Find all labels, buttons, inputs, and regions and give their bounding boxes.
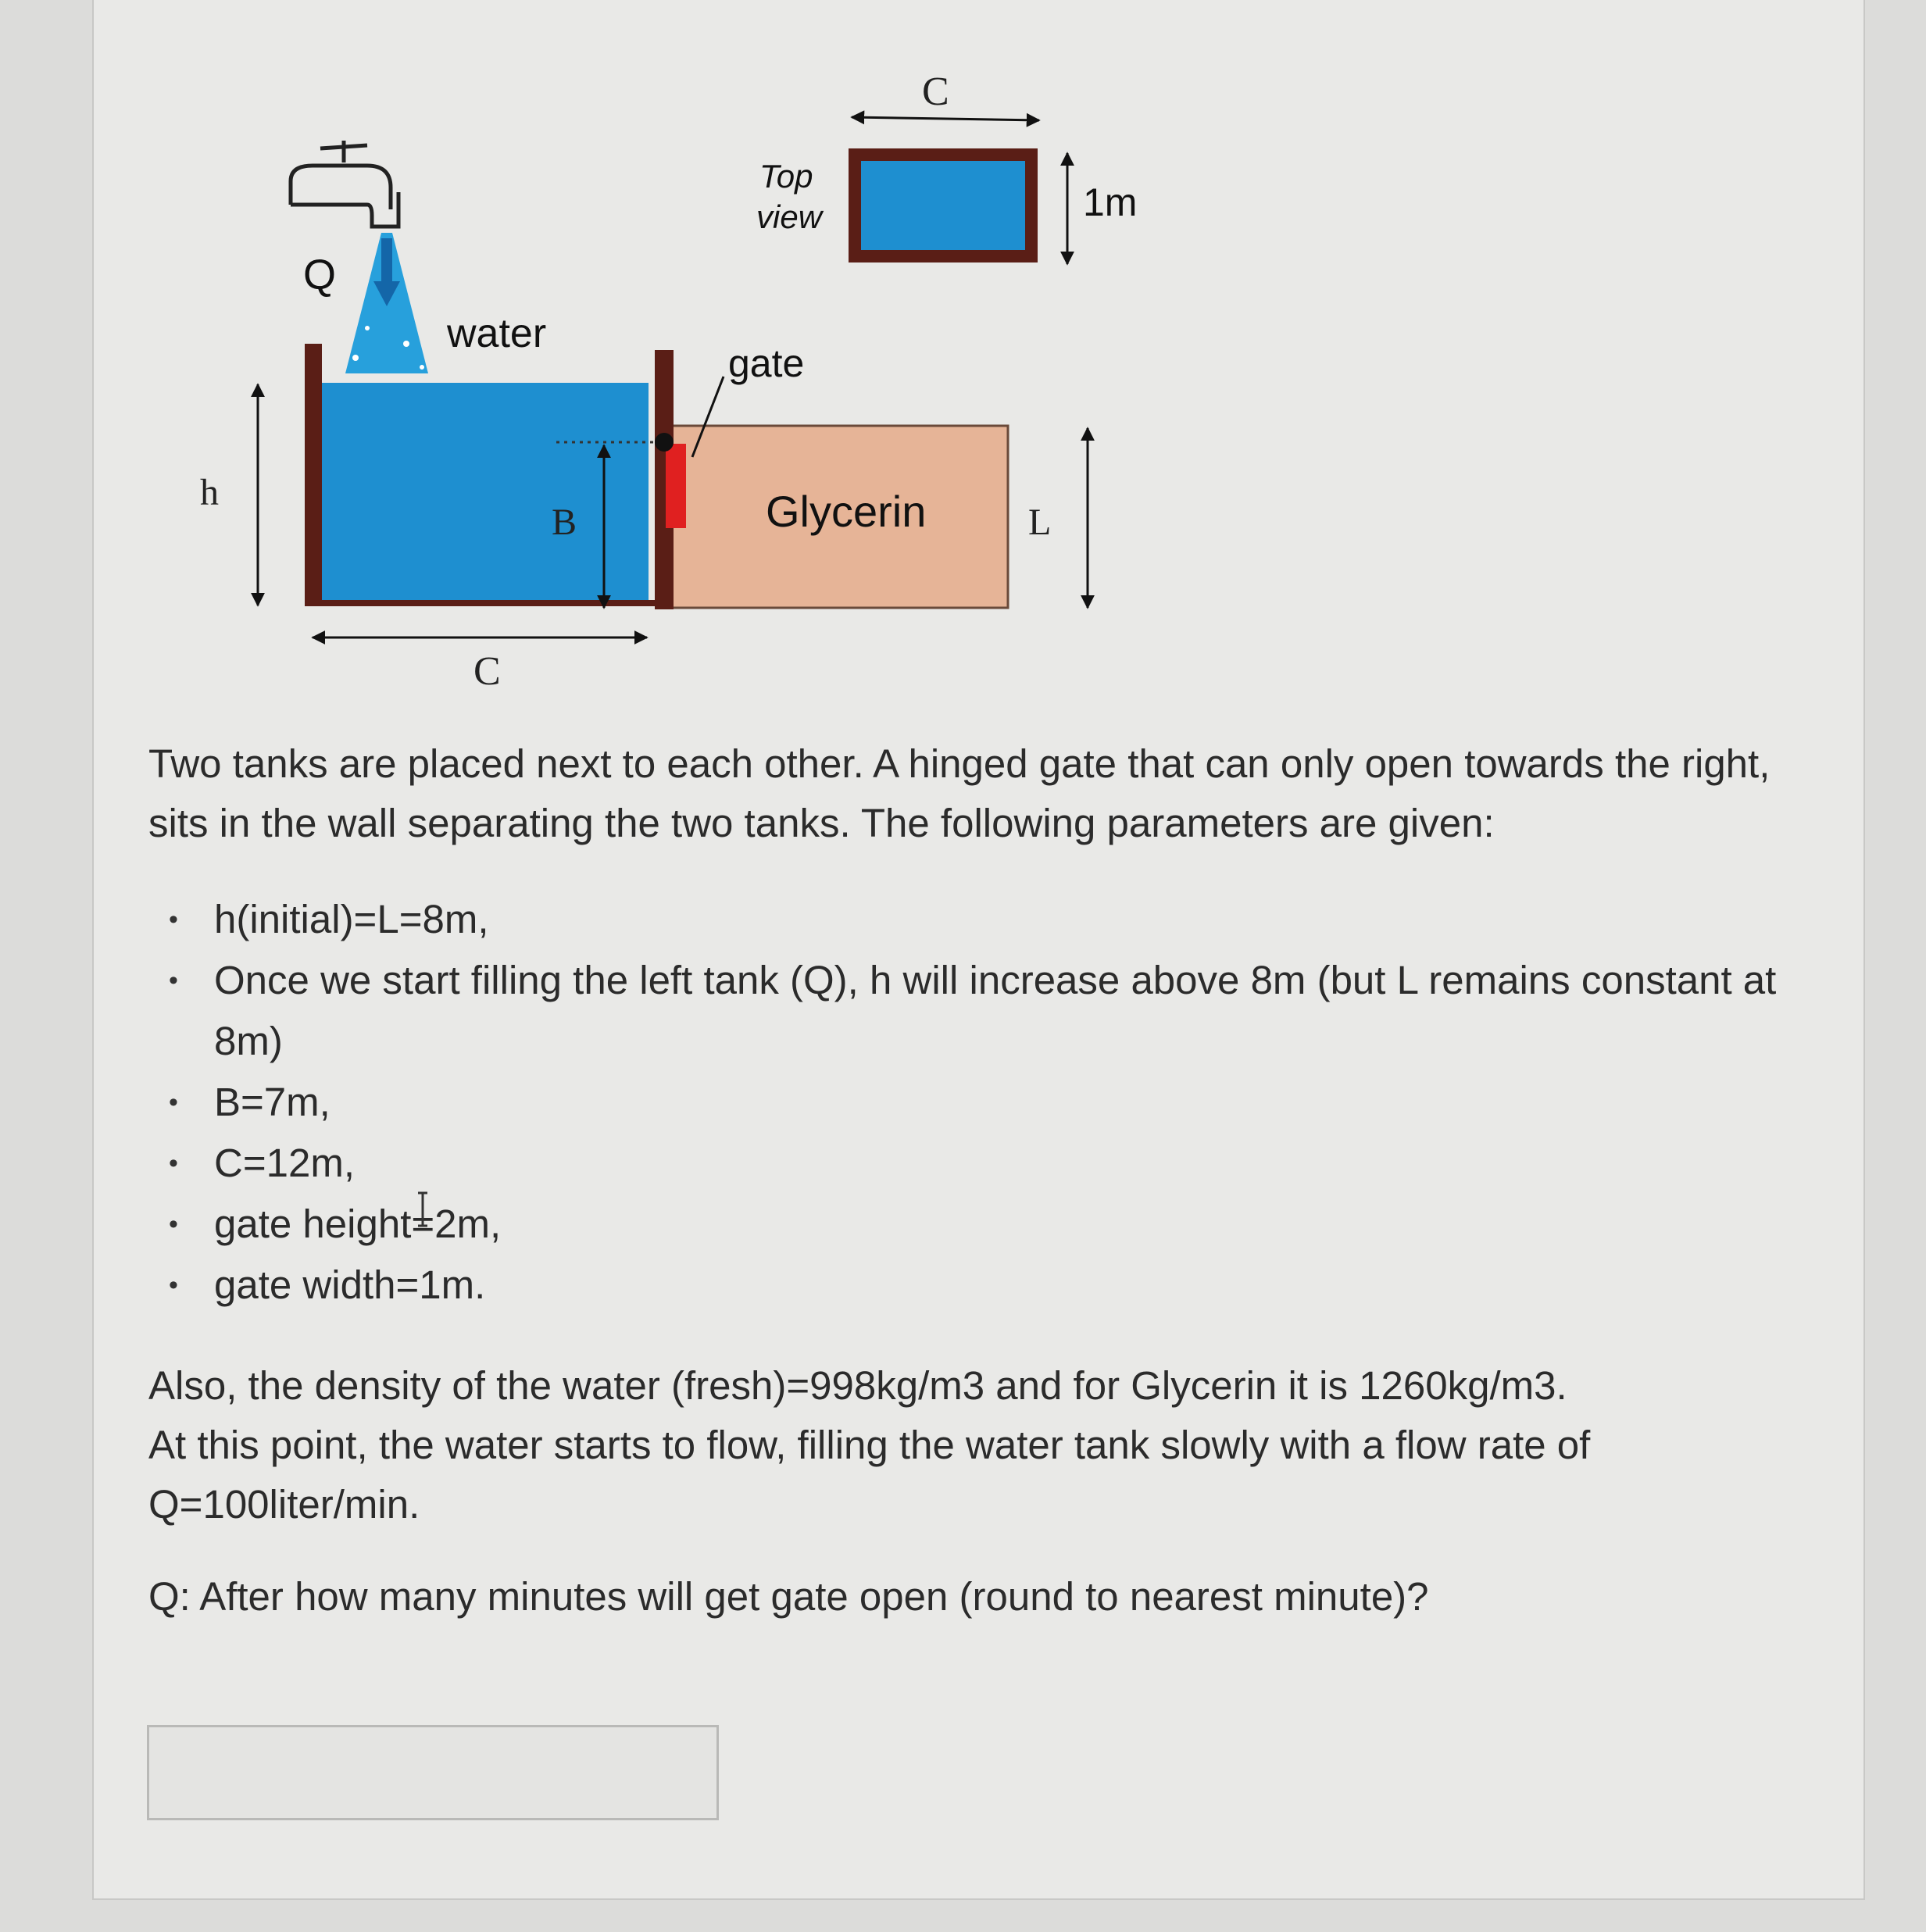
water-body bbox=[319, 383, 649, 603]
density-line: Also, the density of the water (fresh)=998kg/m3 and for Glycerin it is 1260kg/m3. bbox=[148, 1363, 1567, 1408]
param-item: • gate width=1m. bbox=[214, 1255, 1813, 1316]
water-jet bbox=[345, 233, 428, 373]
intro-paragraph: Two tanks are placed next to each other. A hinged gate that can only open towards the right, sits in the wall separating the two tanks. The following parameters are given: bbox=[148, 741, 1771, 845]
param-item: • C=12m, bbox=[214, 1133, 1813, 1194]
problem-text bbox=[148, 734, 1813, 1627]
param-item: • h(initial)=L=8m, bbox=[214, 889, 1813, 950]
tank-diagram-svg bbox=[0, 0, 1926, 703]
glycerin-label: Glycerin bbox=[766, 487, 927, 536]
question-text: Q: After how many minutes will get gate open (round to nearest minute)? bbox=[148, 1574, 1429, 1619]
param-item: • B=7m, bbox=[214, 1072, 1813, 1133]
top-view-label-line2: view bbox=[756, 198, 823, 235]
water-label: water bbox=[447, 311, 547, 356]
c-top-label: C bbox=[922, 70, 949, 114]
left-tank-wall bbox=[305, 344, 322, 605]
parameter-list bbox=[148, 889, 1813, 1316]
c-top-dimension-arrow bbox=[852, 117, 1039, 120]
left-tank-bottom bbox=[305, 600, 655, 606]
text-cursor-icon bbox=[416, 1191, 429, 1227]
top-view-water bbox=[861, 161, 1025, 250]
gate-hinge bbox=[655, 433, 674, 452]
tank-diagram bbox=[0, 0, 1926, 703]
param-item: • gate height=2m, bbox=[214, 1194, 1813, 1255]
one-m-label: 1m bbox=[1083, 180, 1138, 224]
c-bottom-label: C bbox=[473, 649, 501, 694]
h-label: h bbox=[200, 472, 219, 513]
l-label: L bbox=[1028, 502, 1052, 543]
density-flow-paragraph bbox=[148, 1356, 1813, 1534]
b-label: B bbox=[552, 502, 577, 543]
faucet-icon bbox=[291, 141, 398, 227]
gate-label: gate bbox=[728, 341, 805, 385]
answer-input[interactable] bbox=[147, 1725, 719, 1820]
flow-line: At this point, the water starts to flow, filling the water tank slowly with a flow rate of Q=100liter/min. bbox=[148, 1423, 1591, 1527]
gate bbox=[666, 444, 686, 528]
param-item: • Once we start filling the left tank (Q), h will increase above 8m (but L remains constant at 8m) bbox=[214, 950, 1813, 1072]
top-view-label-line1: Top bbox=[759, 158, 813, 195]
q-label: Q bbox=[303, 252, 337, 298]
